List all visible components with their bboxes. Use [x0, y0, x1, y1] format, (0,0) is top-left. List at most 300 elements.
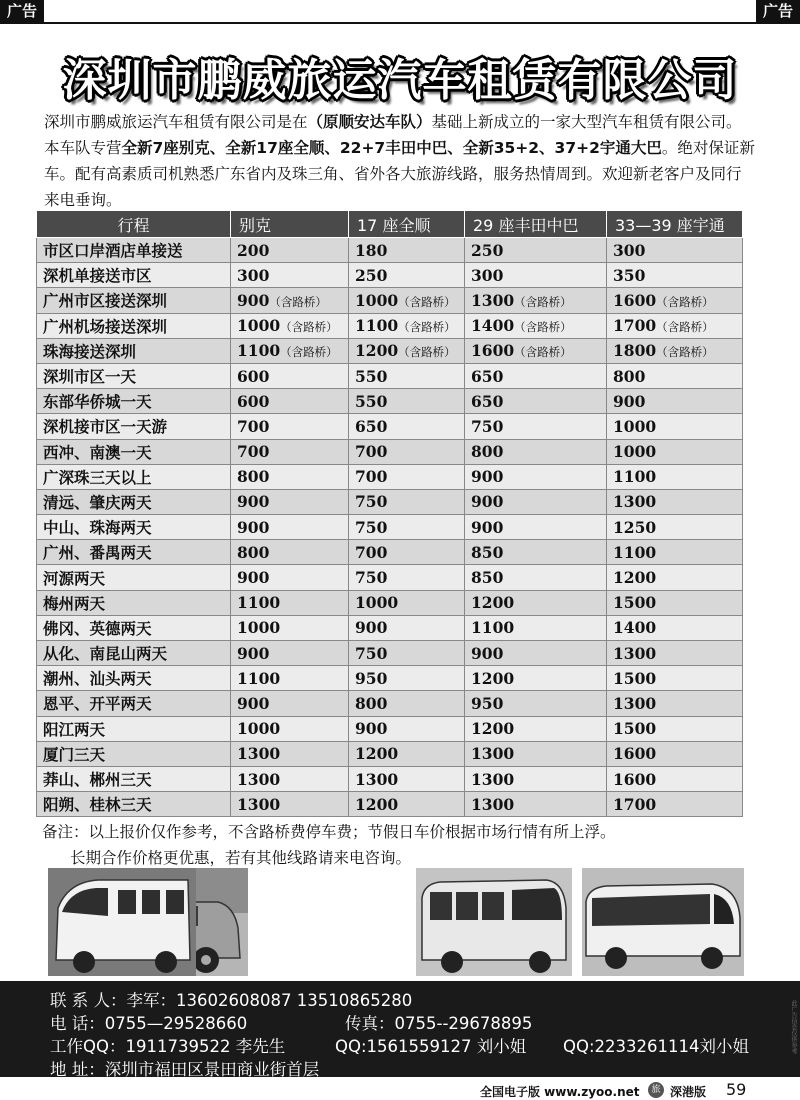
- contact-qq-2: QQ:1561559127 刘小姐: [335, 1037, 527, 1056]
- price-value: 900: [471, 467, 504, 487]
- price-value: 700: [355, 442, 388, 462]
- price-value: 1300: [613, 643, 657, 663]
- price-cell: [607, 716, 743, 741]
- price-value: 700: [237, 416, 270, 436]
- price-cell: [231, 288, 349, 313]
- price-value: 1700: [613, 794, 657, 814]
- price-cell: [231, 565, 349, 590]
- price-value: 900: [613, 391, 646, 411]
- table-row: [37, 666, 743, 691]
- price-cell: [607, 439, 743, 464]
- toll-included-note: （含路桥）: [280, 345, 338, 360]
- price-value: 650: [471, 391, 504, 411]
- table-row: [37, 439, 743, 464]
- price-value: 600: [237, 366, 270, 386]
- route-cell: [37, 338, 231, 363]
- price-value: 1000: [237, 618, 281, 638]
- route-cell: [37, 313, 231, 338]
- route-cell: [37, 691, 231, 716]
- price-value: 550: [355, 366, 388, 386]
- price-cell: [349, 716, 465, 741]
- table-row: [37, 716, 743, 741]
- price-cell: [465, 691, 607, 716]
- price-value: 1100: [613, 542, 657, 562]
- price-value: 900: [471, 517, 504, 537]
- table-row: [37, 263, 743, 288]
- price-value: 900: [237, 643, 270, 663]
- price-value: 250: [471, 240, 504, 260]
- price-value: 1250: [613, 517, 657, 537]
- route-cell: [37, 741, 231, 766]
- price-cell: [607, 691, 743, 716]
- remark: [42, 819, 762, 871]
- price-value: 900: [237, 517, 270, 537]
- route-name: 广深珠三天以上: [43, 468, 152, 487]
- price-cell: [607, 666, 743, 691]
- price-value: 1400: [613, 618, 657, 638]
- price-value: 300: [237, 265, 270, 285]
- ad-label-left: 广告: [0, 0, 44, 22]
- price-cell: [607, 389, 743, 414]
- header-transit-17: 17 座全顺: [349, 211, 465, 238]
- price-cell: [607, 766, 743, 791]
- price-value: 900: [471, 492, 504, 512]
- route-cell: [37, 238, 231, 263]
- price-value: 1300: [471, 794, 515, 814]
- price-cell: [349, 666, 465, 691]
- route-cell: [37, 439, 231, 464]
- price-value: 700: [355, 542, 388, 562]
- price-value: 1300: [237, 794, 281, 814]
- price-value: 250: [355, 265, 388, 285]
- toll-included-note: （含路桥）: [514, 345, 572, 360]
- price-cell: [607, 288, 743, 313]
- price-cell: [349, 363, 465, 388]
- header-yutong-33-39: 33—39 座宇通: [607, 211, 743, 238]
- price-value: 900: [237, 492, 270, 512]
- route-name: 河源两天: [43, 569, 106, 588]
- header-toyota-29: 29 座丰田中巴: [465, 211, 607, 238]
- price-value: 900: [237, 693, 270, 713]
- price-value: 550: [355, 391, 388, 411]
- route-cell: [37, 515, 231, 540]
- price-cell: [231, 766, 349, 791]
- price-value: 750: [355, 492, 388, 512]
- price-value: 800: [355, 693, 388, 713]
- route-name: 中山、珠海两天: [43, 519, 152, 538]
- intro-text-2: 基础上新成立的一家大型汽车租赁有限公司。本车队专营: [44, 113, 742, 157]
- route-name: 清远、肇庆两天: [43, 493, 152, 512]
- route-name: 广州、番禺两天: [43, 544, 152, 563]
- footer-badge-icon: 旅: [648, 1082, 664, 1098]
- table-row: [37, 741, 743, 766]
- company-title: 深圳市鹏威旅运汽车租赁有限公司: [62, 55, 738, 106]
- price-value: 1000: [237, 316, 281, 336]
- price-cell: [607, 489, 743, 514]
- price-value: 1000: [355, 593, 399, 613]
- price-cell: [349, 792, 465, 817]
- price-value: 1600: [613, 769, 657, 789]
- price-value: 1500: [613, 719, 657, 739]
- table-row: [37, 565, 743, 590]
- route-name: 恩平、开平两天: [43, 695, 152, 714]
- price-value: 600: [237, 391, 270, 411]
- price-cell: [231, 590, 349, 615]
- price-cell: [465, 716, 607, 741]
- intro-text-3: 。绝对保证新车。配有高素质司机熟悉广东省内及珠三角、省外各大旅游线路，服务热情周到。欢迎新老客户及同行来电垂询。: [44, 139, 755, 209]
- price-cell: [465, 313, 607, 338]
- price-cell: [231, 389, 349, 414]
- price-cell: [465, 792, 607, 817]
- price-cell: [231, 489, 349, 514]
- price-cell: [607, 263, 743, 288]
- header-buick: 别克: [231, 211, 349, 238]
- price-cell: [465, 414, 607, 439]
- price-value: 900: [355, 719, 388, 739]
- table-row: [37, 615, 743, 640]
- price-value: 1600: [471, 341, 515, 361]
- table-row: [37, 590, 743, 615]
- price-cell: [607, 414, 743, 439]
- remark-line-1: 备注：以上报价仅作参考，不含路桥费停车费；节假日车价根据市场行情有所上浮。: [42, 823, 616, 841]
- price-table-body: [37, 238, 743, 817]
- price-cell: [607, 792, 743, 817]
- price-cell: [349, 766, 465, 791]
- price-cell: [465, 439, 607, 464]
- price-value: 1500: [613, 668, 657, 688]
- top-divider: [0, 22, 800, 24]
- route-name: 深圳市区一天: [43, 368, 137, 387]
- route-cell: [37, 263, 231, 288]
- price-cell: [465, 263, 607, 288]
- price-value: 300: [613, 240, 646, 260]
- price-value: 750: [471, 416, 504, 436]
- price-value: 850: [471, 542, 504, 562]
- price-value: 650: [471, 366, 504, 386]
- table-row: [37, 540, 743, 565]
- price-cell: [607, 590, 743, 615]
- contact-qq-work: 工作QQ：1911739522 李先生: [50, 1037, 286, 1056]
- price-cell: [465, 389, 607, 414]
- route-cell: [37, 464, 231, 489]
- price-cell: [349, 338, 465, 363]
- price-value: 950: [355, 668, 388, 688]
- route-name: 从化、南昆山两天: [43, 645, 168, 664]
- route-cell: [37, 389, 231, 414]
- header-route: 行程: [37, 211, 231, 238]
- price-cell: [607, 741, 743, 766]
- price-value: 1300: [237, 744, 281, 764]
- footer-edition: 深港版: [670, 1085, 707, 1099]
- route-cell: [37, 615, 231, 640]
- route-cell: [37, 716, 231, 741]
- price-value: 180: [355, 240, 388, 260]
- ad-label-right: 广告: [756, 0, 800, 22]
- contact-address: 地 址：深圳市福田区景田商业街首层: [50, 1060, 320, 1079]
- price-value: 300: [471, 265, 504, 285]
- price-cell: [607, 313, 743, 338]
- price-cell: [465, 641, 607, 666]
- price-cell: [349, 741, 465, 766]
- price-value: 750: [355, 643, 388, 663]
- photo-transit-van: [48, 868, 196, 976]
- price-cell: [349, 464, 465, 489]
- price-value: 1000: [613, 442, 657, 462]
- route-name: 佛冈、英德两天: [43, 619, 152, 638]
- price-cell: [231, 464, 349, 489]
- price-value: 1800: [613, 341, 657, 361]
- table-row: [37, 389, 743, 414]
- price-cell: [607, 615, 743, 640]
- price-cell: [349, 489, 465, 514]
- price-cell: [349, 615, 465, 640]
- price-cell: [465, 540, 607, 565]
- footer-site: 全国电子版 www.zyoo.net: [480, 1085, 640, 1099]
- price-value: 700: [355, 467, 388, 487]
- route-name: 西冲、南澳一天: [43, 443, 152, 462]
- price-cell: [465, 363, 607, 388]
- price-cell: [607, 238, 743, 263]
- price-cell: [607, 515, 743, 540]
- table-row: [37, 691, 743, 716]
- toll-included-note: （含路桥）: [656, 345, 714, 360]
- table-row: [37, 792, 743, 817]
- price-value: 1100: [613, 467, 657, 487]
- price-cell: [231, 540, 349, 565]
- price-cell: [231, 691, 349, 716]
- price-value: 1200: [355, 794, 399, 814]
- photo-yutong-coach: [582, 868, 744, 976]
- price-cell: [349, 439, 465, 464]
- price-value: 900: [237, 568, 270, 588]
- table-row: [37, 338, 743, 363]
- price-cell: [607, 540, 743, 565]
- price-value: 900: [471, 643, 504, 663]
- table-row: [37, 766, 743, 791]
- price-cell: [231, 716, 349, 741]
- price-value: 1300: [471, 290, 515, 310]
- price-cell: [607, 641, 743, 666]
- toll-included-note: （含路桥）: [514, 294, 572, 309]
- price-cell: [231, 238, 349, 263]
- table-row: [37, 464, 743, 489]
- route-name: 梅州两天: [43, 594, 106, 613]
- price-cell: [349, 691, 465, 716]
- table-row: [37, 515, 743, 540]
- intro-bold-1: （原顺安达车队）: [307, 113, 432, 131]
- price-cell: [231, 615, 349, 640]
- price-cell: [465, 565, 607, 590]
- table-row: [37, 238, 743, 263]
- table-row: [37, 288, 743, 313]
- price-cell: [349, 641, 465, 666]
- table-row: [37, 313, 743, 338]
- price-cell: [465, 238, 607, 263]
- route-cell: [37, 792, 231, 817]
- price-cell: [349, 389, 465, 414]
- price-cell: [349, 515, 465, 540]
- price-value: 800: [471, 442, 504, 462]
- price-cell: [231, 313, 349, 338]
- price-value: 800: [237, 467, 270, 487]
- price-value: 1200: [471, 719, 515, 739]
- toll-included-note: （含路桥）: [280, 320, 338, 335]
- price-cell: [465, 666, 607, 691]
- page-number: 59: [726, 1080, 747, 1099]
- price-value: 700: [237, 442, 270, 462]
- price-cell: [465, 464, 607, 489]
- price-value: 1200: [355, 744, 399, 764]
- price-value: 1100: [237, 341, 281, 361]
- company-intro: [44, 109, 756, 213]
- price-cell: [465, 590, 607, 615]
- price-value: 1300: [613, 693, 657, 713]
- route-name: 阳朔、桂林三天: [43, 796, 152, 815]
- price-cell: [231, 641, 349, 666]
- price-cell: [231, 338, 349, 363]
- price-value: 850: [471, 568, 504, 588]
- price-cell: [231, 792, 349, 817]
- price-cell: [349, 263, 465, 288]
- route-name: 莽山、郴州三天: [43, 771, 152, 790]
- price-cell: [465, 338, 607, 363]
- route-name: 阳江两天: [43, 720, 106, 739]
- toll-included-note: （含路桥）: [656, 320, 714, 335]
- price-cell: [349, 565, 465, 590]
- price-cell: [349, 313, 465, 338]
- route-name: 珠海接送深圳: [43, 342, 137, 361]
- price-table-header: [37, 211, 743, 238]
- remark-line-2: 长期合作价格更优惠，若有其他线路请来电咨询。: [70, 849, 412, 867]
- route-cell: [37, 641, 231, 666]
- price-value: 1100: [237, 668, 281, 688]
- contact-panel: [0, 981, 800, 1077]
- price-value: 1000: [613, 416, 657, 436]
- price-value: 900: [355, 618, 388, 638]
- route-name: 深机接市区一天游: [43, 418, 168, 437]
- contact-person: 联 系 人：李军：13602608087 13510865280: [50, 991, 413, 1010]
- price-cell: [231, 263, 349, 288]
- price-cell: [607, 363, 743, 388]
- route-cell: [37, 766, 231, 791]
- route-name: 广州机场接送深圳: [43, 317, 168, 336]
- route-name: 广州市区接送深圳: [43, 292, 168, 311]
- price-value: 1600: [613, 744, 657, 764]
- price-value: 1300: [471, 769, 515, 789]
- price-value: 1200: [471, 593, 515, 613]
- price-value: 1300: [237, 769, 281, 789]
- photo-toyota-minibus: [416, 868, 572, 976]
- table-row: [37, 489, 743, 514]
- price-cell: [465, 515, 607, 540]
- price-value: 1100: [471, 618, 515, 638]
- price-cell: [465, 489, 607, 514]
- price-value: 1200: [471, 668, 515, 688]
- contact-fax: 传真：0755--29678895: [345, 1014, 533, 1033]
- side-note: 此广告信息仅供参考: [790, 1000, 797, 1054]
- price-cell: [231, 515, 349, 540]
- route-name: 厦门三天: [43, 745, 106, 764]
- price-value: 800: [613, 366, 646, 386]
- route-name: 深机单接送市区: [43, 267, 152, 286]
- price-value: 350: [613, 265, 646, 285]
- price-value: 750: [355, 568, 388, 588]
- price-value: 650: [355, 416, 388, 436]
- toll-included-note: （含路桥）: [656, 294, 714, 309]
- route-cell: [37, 590, 231, 615]
- route-cell: [37, 363, 231, 388]
- price-cell: [349, 414, 465, 439]
- page-footer: [0, 1080, 800, 1100]
- price-value: 1700: [613, 316, 657, 336]
- price-value: 1600: [613, 290, 657, 310]
- price-cell: [231, 741, 349, 766]
- route-cell: [37, 414, 231, 439]
- table-row: [37, 414, 743, 439]
- price-cell: [231, 666, 349, 691]
- price-value: 1200: [613, 568, 657, 588]
- price-value: 1300: [613, 492, 657, 512]
- price-cell: [607, 464, 743, 489]
- price-cell: [349, 288, 465, 313]
- price-value: 1100: [237, 593, 281, 613]
- price-value: 200: [237, 240, 270, 260]
- price-value: 1400: [471, 316, 515, 336]
- price-cell: [465, 288, 607, 313]
- contact-phone: 电 话：0755—29528660: [50, 1014, 248, 1033]
- toll-included-note: （含路桥）: [398, 345, 456, 360]
- route-cell: [37, 666, 231, 691]
- route-name: 潮州、汕头两天: [43, 670, 152, 689]
- price-cell: [231, 363, 349, 388]
- price-cell: [465, 741, 607, 766]
- price-cell: [465, 766, 607, 791]
- vehicle-photos: [48, 868, 744, 976]
- table-row: [37, 363, 743, 388]
- price-cell: [349, 238, 465, 263]
- price-table: [36, 210, 743, 817]
- route-cell: [37, 489, 231, 514]
- table-row: [37, 641, 743, 666]
- price-cell: [231, 439, 349, 464]
- route-name: 东部华侨城一天: [43, 393, 152, 412]
- price-value: 800: [237, 542, 270, 562]
- route-cell: [37, 288, 231, 313]
- price-cell: [231, 414, 349, 439]
- price-value: 1500: [613, 593, 657, 613]
- price-cell: [349, 540, 465, 565]
- toll-included-note: （含路桥）: [398, 320, 456, 335]
- price-value: 1000: [237, 719, 281, 739]
- price-value: 1300: [471, 744, 515, 764]
- price-value: 900: [237, 290, 270, 310]
- intro-text-1: 深圳市鹏威旅运汽车租赁有限公司是在: [44, 113, 308, 131]
- price-value: 1300: [355, 769, 399, 789]
- price-value: 950: [471, 693, 504, 713]
- price-value: 1200: [355, 341, 399, 361]
- price-value: 750: [355, 517, 388, 537]
- price-cell: [607, 565, 743, 590]
- price-cell: [349, 590, 465, 615]
- route-name: 市区口岸酒店单接送: [43, 242, 183, 261]
- route-cell: [37, 565, 231, 590]
- toll-included-note: （含路桥）: [514, 320, 572, 335]
- toll-included-note: （含路桥）: [398, 294, 456, 309]
- toll-included-note: （含路桥）: [269, 294, 327, 309]
- price-cell: [607, 338, 743, 363]
- intro-bold-2: 全新7座别克、全新17座全顺、22+7丰田中巴、全新35+2、37+2宇通大巴: [121, 139, 662, 157]
- contact-qq-3: QQ:2233261114刘小姐: [563, 1037, 750, 1056]
